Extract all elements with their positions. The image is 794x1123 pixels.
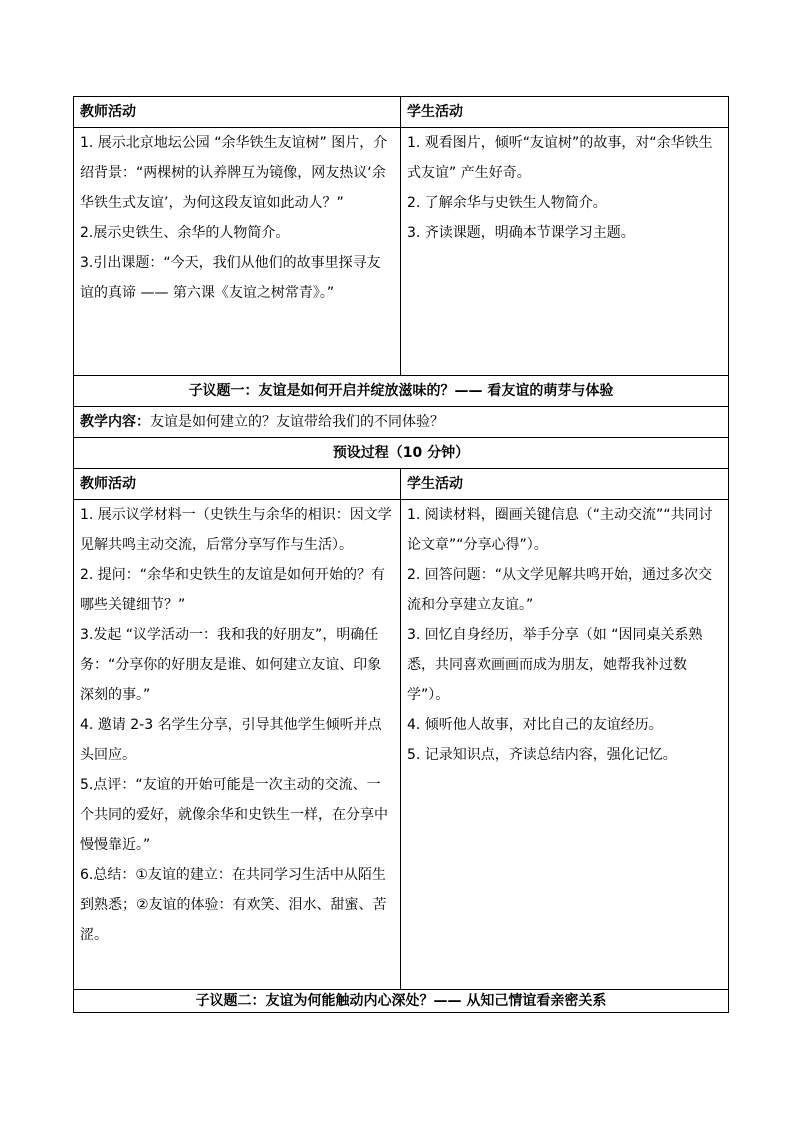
header-row-2 bbox=[74, 469, 729, 500]
subtopic-row-1 bbox=[74, 376, 729, 407]
teacher-item: 3.发起 “议学活动一：我和我的好朋友”，明确任务：“分享你的好朋友是谁、如何建立友谊、印象深刻的事。” bbox=[80, 627, 382, 703]
student-item: 5. 记录知识点，齐读总结内容，强化记忆。 bbox=[407, 747, 677, 763]
header-row-1 bbox=[74, 97, 729, 128]
teaching-content-text: 友谊是如何建立的？友谊带给我们的不同体验？ bbox=[150, 414, 444, 430]
teacher-activity-header: 教师活动 bbox=[74, 97, 401, 128]
student-activity-cell bbox=[401, 128, 729, 376]
teacher-item: 1. 展示北京地坛公园 “余华铁生友谊树” 图片，介绍背景：“两棵树的认养牌互为镜像，网友热议‘余华铁生式友谊’，为何这段友谊如此动人？” bbox=[80, 135, 388, 211]
student-item: 2. 了解余华与史铁生人物简介。 bbox=[407, 195, 607, 211]
subtopic-row-2 bbox=[74, 990, 729, 1013]
student-activity-cell bbox=[401, 500, 729, 990]
student-activity-header: 学生活动 bbox=[401, 469, 729, 500]
teacher-item: 2. 提问：“余华和史铁生的友谊是如何开始的？有哪些关键细节？” bbox=[80, 567, 386, 613]
activity-row-2 bbox=[74, 500, 729, 990]
teacher-activity-cell bbox=[74, 128, 401, 376]
student-activity-header: 学生活动 bbox=[401, 97, 729, 128]
teacher-item: 3.引出课题：“今天，我们从他们的故事里探寻友谊的真谛 —— 第六课《友谊之树常青》。” bbox=[80, 255, 381, 301]
subtopic-title: 子议题一：友谊是如何开启并绽放滋味的？—— 看友谊的萌芽与体验 bbox=[74, 376, 729, 407]
student-item: 3. 齐读课题，明确本节课学习主题。 bbox=[407, 225, 635, 241]
subtopic-title: 子议题二：友谊为何能触动内心深处？—— 从知己情谊看亲密关系 bbox=[74, 990, 729, 1013]
teacher-item: 1. 展示议学材料一（史铁生与余华的相识：因文学见解共鸣主动交流，后常分享写作与生活）。 bbox=[80, 507, 392, 553]
student-item: 1. 观看图片，倾听“友谊树”的故事，对“余华铁生式友谊” 产生好奇。 bbox=[407, 135, 713, 181]
activity-row-1 bbox=[74, 128, 729, 376]
process-row bbox=[74, 438, 729, 469]
content-row bbox=[74, 407, 729, 438]
student-item: 2. 回答问题：“从文学见解共鸣开始，通过多次交流和分享建立友谊。” bbox=[407, 567, 713, 613]
student-item: 4. 倾听他人故事，对比自己的友谊经历。 bbox=[407, 717, 663, 733]
teacher-activity-cell bbox=[74, 500, 401, 990]
teacher-item: 2.展示史铁生、余华的人物简介。 bbox=[80, 225, 290, 241]
process-title: 预设过程（10 分钟） bbox=[74, 438, 729, 469]
teaching-content bbox=[74, 407, 729, 438]
student-item: 1. 阅读材料，圈画关键信息（“主动交流”“共同讨论文章”“分享心得”）。 bbox=[407, 507, 713, 553]
teacher-item: 6.总结：①友谊的建立：在共同学习生活中从陌生到熟悉；②友谊的体验：有欢笑、泪水、甜蜜、苦涩。 bbox=[80, 867, 387, 943]
teacher-activity-header: 教师活动 bbox=[74, 469, 401, 500]
teacher-item: 4. 邀请 2-3 名学生分享，引导其他学生倾听并点头回应。 bbox=[80, 717, 382, 763]
student-item: 3. 回忆自身经历，举手分享（如 “因同桌关系熟悉，共同喜欢画画而成为朋友，她帮我补过数学”）。 bbox=[407, 627, 703, 703]
teaching-content-label: 教学内容： bbox=[80, 414, 150, 430]
lesson-plan-table bbox=[73, 96, 729, 1013]
teacher-item: 5.点评：“友谊的开始可能是一次主动的交流、一个共同的爱好，就像余华和史铁生一样，在分享中慢慢靠近。” bbox=[80, 777, 388, 853]
